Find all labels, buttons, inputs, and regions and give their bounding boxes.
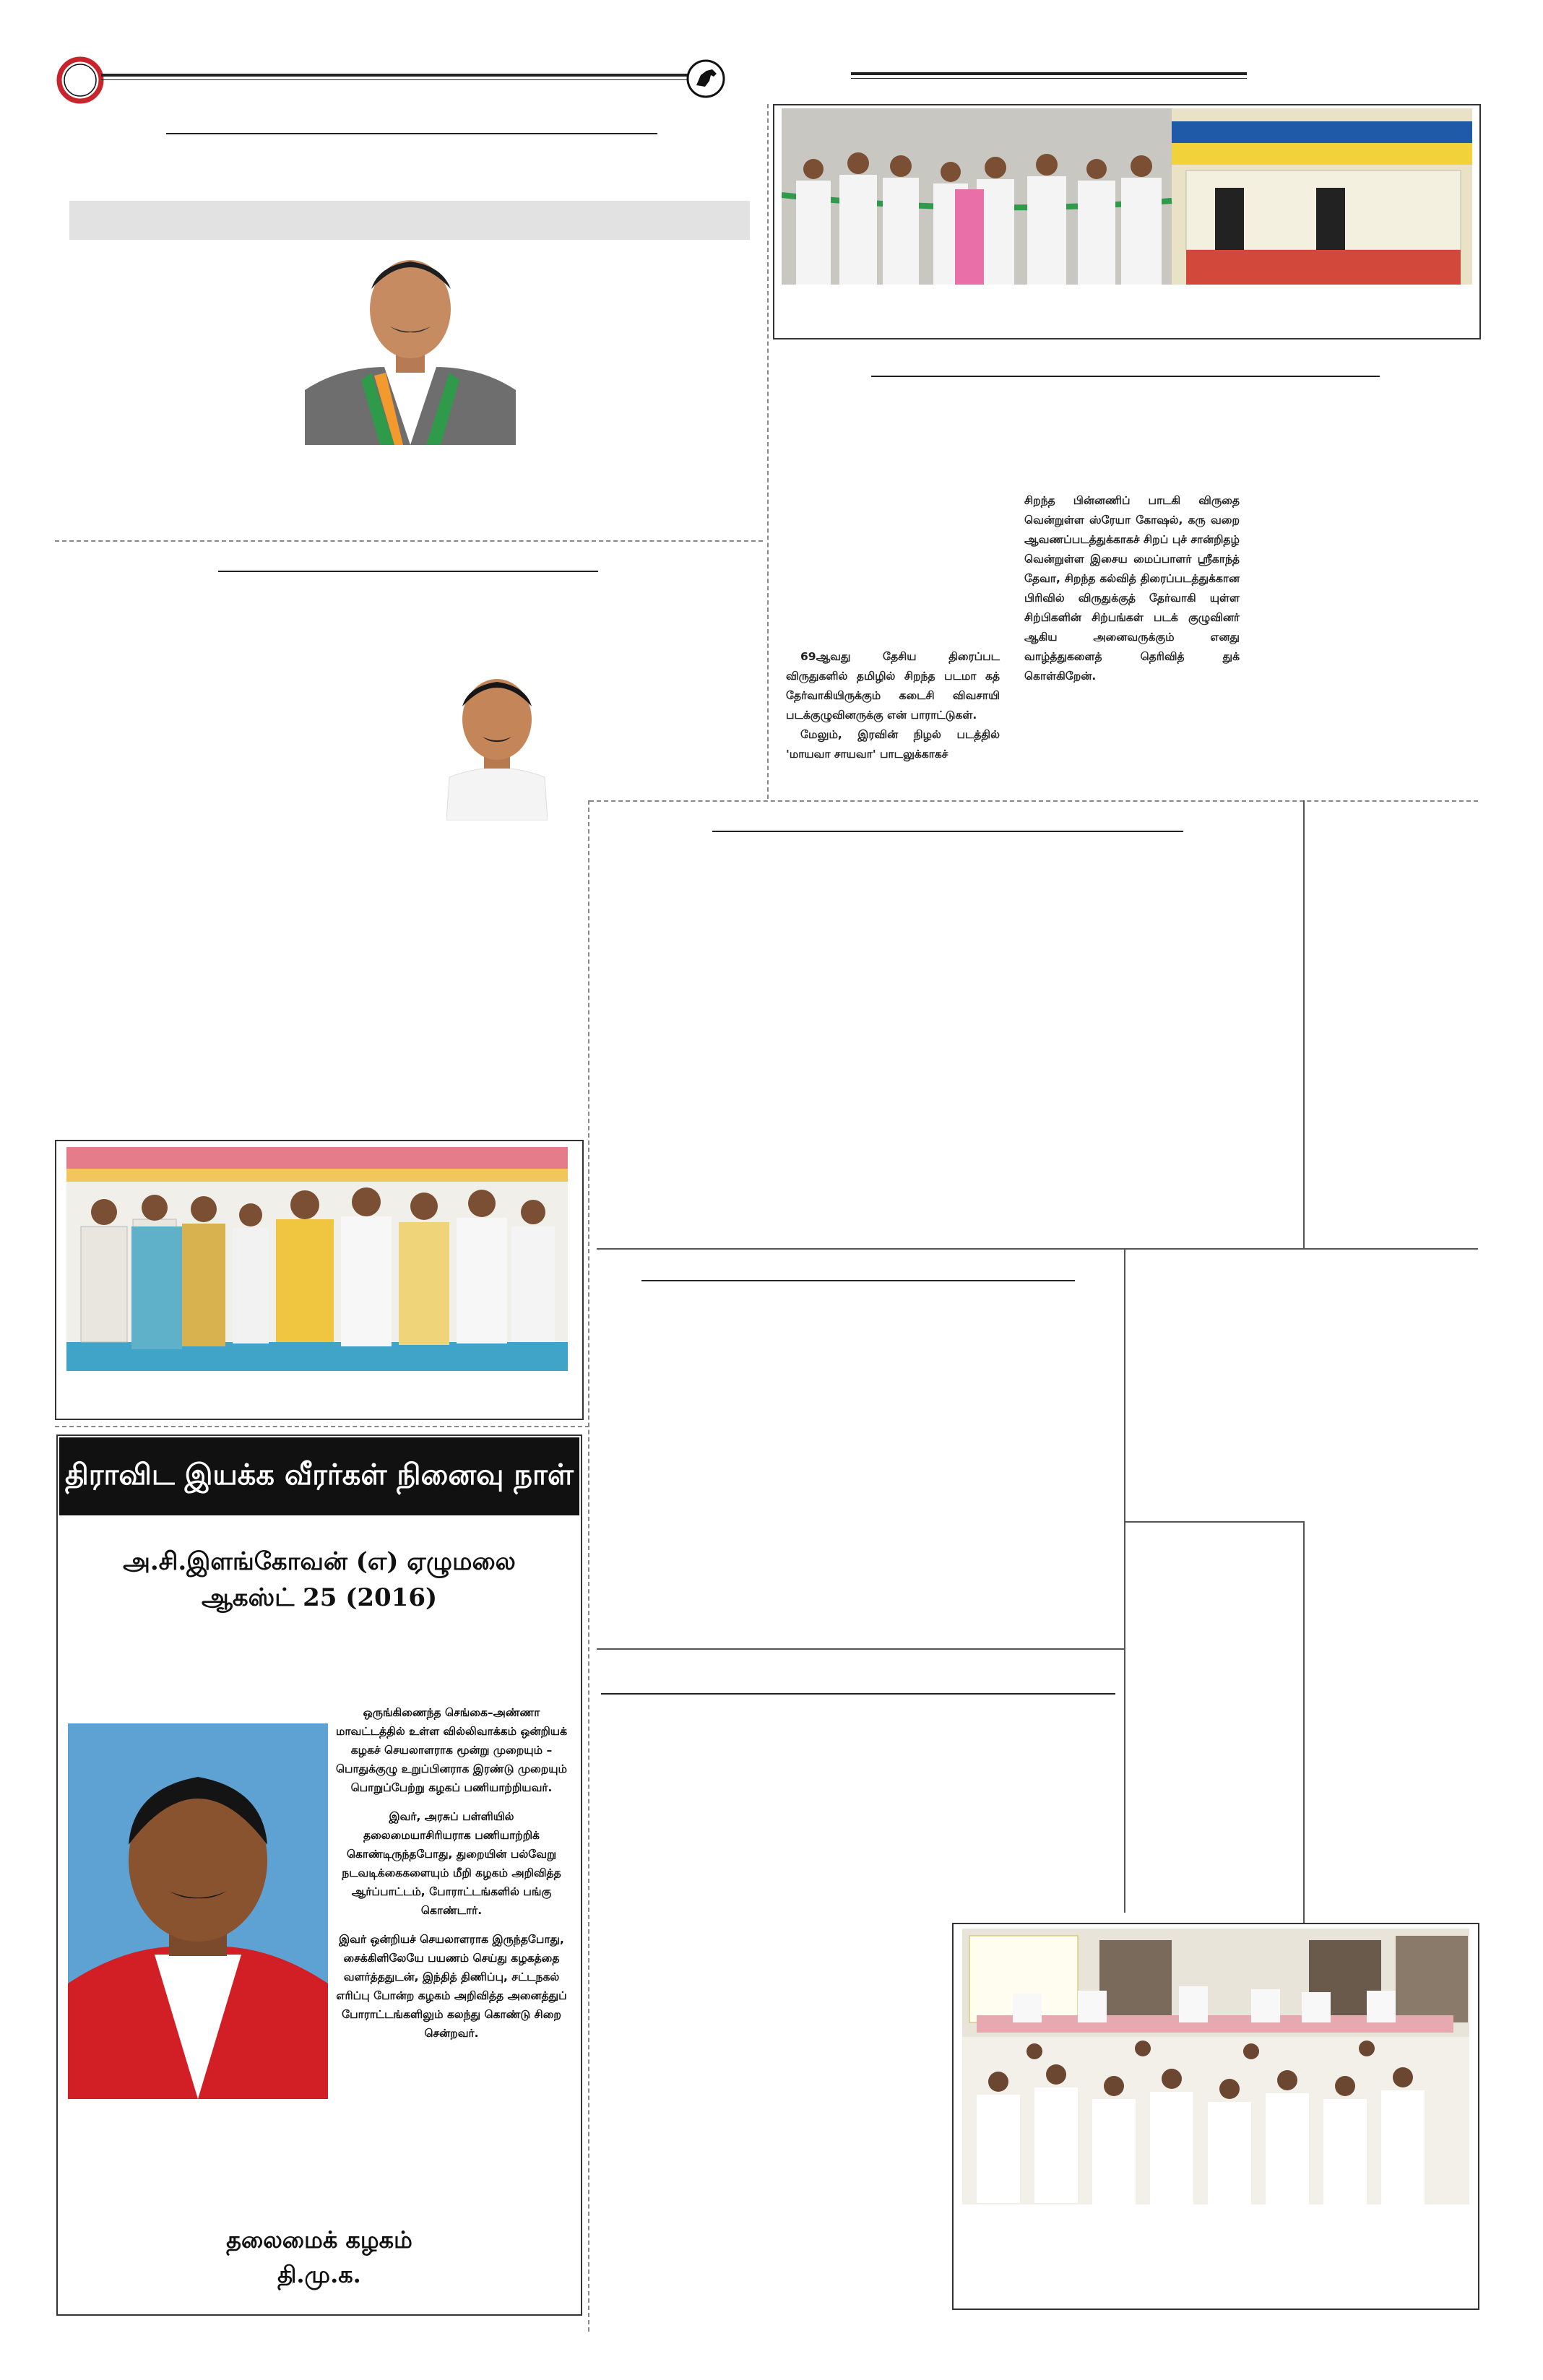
politician-portrait-photo (305, 246, 516, 445)
masthead-rule (101, 74, 688, 77)
section-divider (55, 540, 763, 542)
memorial-bio-paragraph: இவர், அரசுப் பள்ளியில் தலைமையாசிரியராக பணியாற்றிக் கொண்டிருந்தபோது, துறையின் பல்வேறு நடவடிக்கைகளையும் மீறி கழகம் அறிவித்த ஆர்ப்பாட்டம், போராட்டங்களில் பங்கு கொண்டார். (342, 1810, 561, 1917)
leader-portrait-photo (446, 669, 548, 821)
right-header-rule (851, 72, 1247, 75)
memorial-heading: திராவிட இயக்க வீரர்கள் நினைவு நாள் (59, 1437, 579, 1515)
horse-emblem-icon (685, 58, 727, 100)
mid-headline-rule (712, 831, 1183, 832)
red-ring-icon (55, 55, 105, 105)
article-column-1 (786, 647, 1000, 764)
right-column-divider (767, 104, 769, 799)
headline-rule-2 (218, 571, 598, 572)
memorial-bio-paragraph: ஒருங்கிணைந்த செங்கை–அண்ணா மாவட்டத்தில் உள்ள வில்லிவாக்கம் ஒன்றியக் கழகச் செயலாளராக மூன்று முறையும் – பொதுக்குழு உறுப்பினராக இரண்டு முறையும் பொறுப்பேற்று கழகப் பணியாற்றியவர். (335, 1706, 568, 1794)
article-column-2 (1024, 491, 1240, 686)
headline-rule (166, 133, 657, 134)
bottom-headline-rule (601, 1693, 1115, 1695)
lower-box-right-edge (1124, 1248, 1125, 1913)
mid-box-right-edge (1303, 800, 1305, 1248)
memorial-portrait-photo (68, 1723, 328, 2099)
memorial-footer-org: தலைமைக் கழகம் (226, 2226, 412, 2254)
article-paragraph: சிறந்த பின்னணிப் பாடகி விருதை வென்றுள்ள ஸ்ரேயா கோஷல், கரு வறை ஆவணப்படத்துக்காகச் சிறப் புச் சான்றிதழ் வென்றுள்ள இசைய மைப்பாளர் ஸ்ரீகாந்த் தேவா, சிறந்த கல்வித் திரைப்படத்துக்கான பிரிவில் விருதுக்குத் தேர்வாகி யுள்ள சிற்பிகளின் சிற்பங்கள் படக் குழுவினர் ஆகிய அனைவருக்கும் எனது வாழ்த்துகளைத் தெரிவித் துக் கொள்கிறேன். (1024, 494, 1240, 683)
memorial-bio (334, 1703, 569, 2053)
lower-box-step (1124, 1521, 1305, 1523)
event-group-photo (66, 1147, 568, 1371)
meeting-photo (962, 1929, 1469, 2204)
memorial-footer-party: தி.மு.க. (277, 2261, 361, 2288)
mid-left-divider (588, 800, 589, 2332)
lower-box-bottom (597, 1648, 1124, 1650)
inauguration-photo (782, 108, 1472, 285)
right-header-rule-thin (851, 78, 1247, 79)
lower-box-step-edge (1303, 1521, 1305, 1926)
memorial-person-name: அ.சி.இளங்கோவன் (எ) ஏழுமலை (123, 1547, 516, 1576)
mid-box-bottom (597, 1248, 1478, 1250)
memorial-date: ஆகஸ்ட் 25 (2016) (201, 1583, 438, 1612)
right-headline-rule (871, 376, 1380, 377)
masthead-rule-thin (101, 79, 688, 80)
article-paragraph: 69ஆவது தேசிய திரைப்பட விருதுகளில் தமிழில் சிறந்த படமா கத் தேர்வாகியிருக்கும் கடைசி விவசாயி படக்குழுவினருக்கு என் பாராட்டுகள். (786, 650, 1000, 722)
mid-right-divider (589, 800, 1478, 802)
lower-headline-rule (641, 1280, 1075, 1281)
article-paragraph: மேலும், இரவின் நிழல் படத்தில் 'மாயவா சாயவா' பாடலுக்காகச் (786, 728, 1000, 761)
memorial-top-divider (55, 1426, 589, 1427)
memorial-bio-paragraph: இவர் ஒன்றியச் செயலாளராக இருந்தபோது, சைக்கிளிலேயே பயணம் செய்து கழகத்தை வளர்த்ததுடன், இந்தித் திணிப்பு, சட்டநகல் எரிப்பு போன்ற கழகம் அறிவித்த அனைத்துப் போராட்டங்களிலும் கலந்து கொண்டு சிறை சென்றவர். (336, 1933, 567, 2040)
grey-banner (69, 201, 750, 240)
